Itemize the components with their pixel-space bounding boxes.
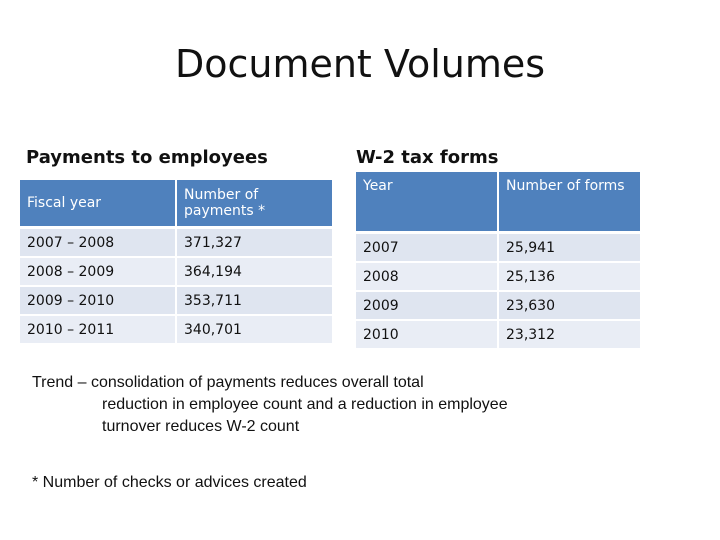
cell-forms: 25,136 — [499, 263, 642, 292]
cell-forms: 23,312 — [499, 321, 642, 350]
column-header-forms: Number of forms — [499, 172, 642, 234]
trend-line-2: reduction in employee count and a reduction in employee — [102, 396, 508, 413]
cell-year: 2009 — [356, 292, 499, 321]
page-title: Document Volumes — [174, 42, 546, 86]
table-row — [20, 287, 334, 316]
table-row — [20, 316, 334, 345]
table-row — [356, 321, 642, 350]
table-row — [20, 229, 334, 258]
trend-line-3: turnover reduces W-2 count — [102, 418, 300, 435]
cell-fiscal-year: 2008 – 2009 — [20, 258, 177, 287]
table-header-row — [356, 172, 642, 234]
trend-text — [32, 372, 632, 438]
cell-payments: 340,701 — [177, 316, 334, 345]
cell-year: 2010 — [356, 321, 499, 350]
column-header-fiscal-year: Fiscal year — [20, 180, 177, 229]
cell-payments: 364,194 — [177, 258, 334, 287]
cell-year: 2007 — [356, 234, 499, 263]
payments-table — [20, 180, 334, 345]
footnote: * Number of checks or advices created — [32, 474, 307, 491]
cell-payments: 371,327 — [177, 229, 334, 258]
payments-heading: Payments to employees — [26, 147, 268, 168]
w2-heading: W-2 tax forms — [356, 147, 499, 168]
cell-fiscal-year: 2010 – 2011 — [20, 316, 177, 345]
column-header-year: Year — [356, 172, 499, 234]
cell-fiscal-year: 2009 – 2010 — [20, 287, 177, 316]
trend-line-1: Trend – consolidation of payments reduces overall total — [32, 374, 424, 391]
cell-forms: 23,630 — [499, 292, 642, 321]
table-header-row — [20, 180, 334, 229]
cell-fiscal-year: 2007 – 2008 — [20, 229, 177, 258]
table-row — [356, 263, 642, 292]
w2-table — [356, 172, 642, 350]
cell-year: 2008 — [356, 263, 499, 292]
table-row — [20, 258, 334, 287]
table-row — [356, 292, 642, 321]
cell-forms: 25,941 — [499, 234, 642, 263]
table-row — [356, 234, 642, 263]
cell-payments: 353,711 — [177, 287, 334, 316]
column-header-payments: Number of payments * — [177, 180, 334, 229]
